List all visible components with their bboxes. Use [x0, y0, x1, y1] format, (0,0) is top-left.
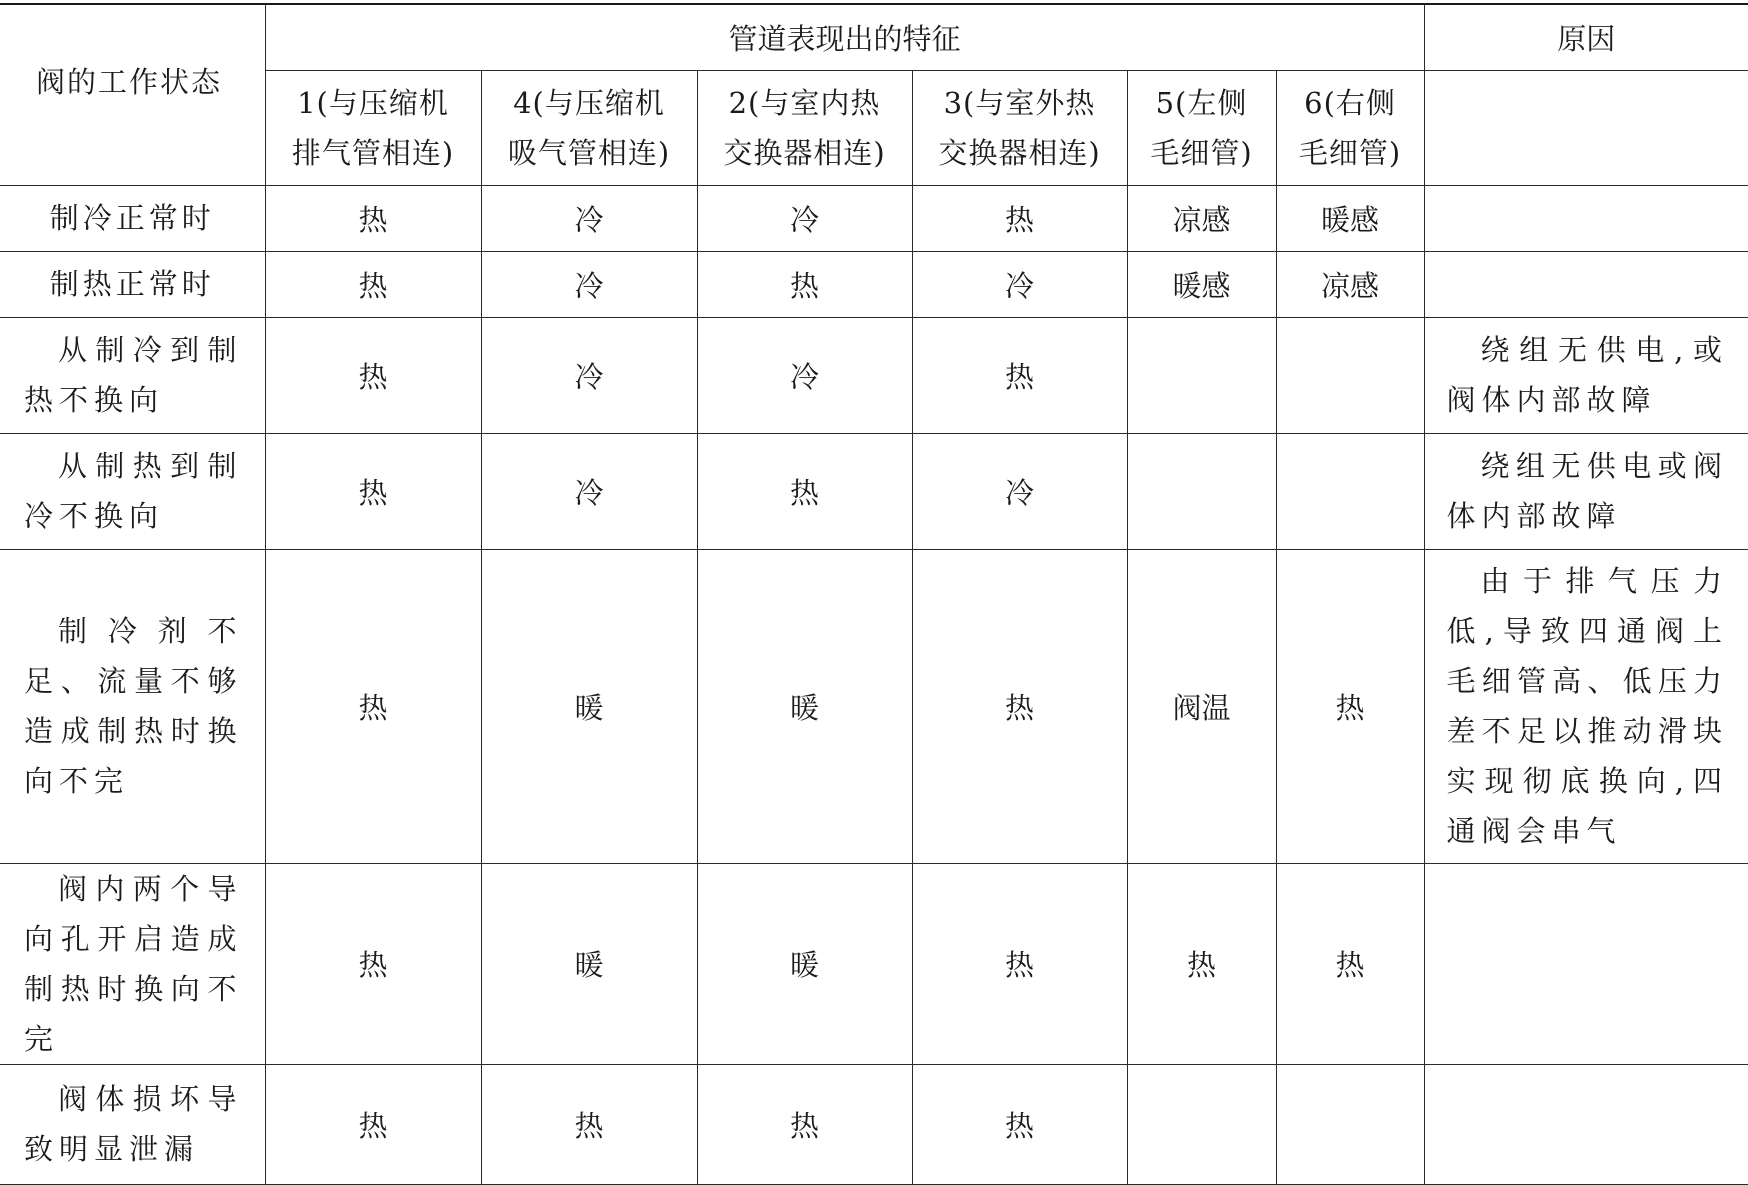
pipe-header-3-line2: 交换器相连): [938, 135, 1101, 170]
pipe-2-value: 热: [697, 1064, 912, 1184]
pipe-3-value: 冷: [912, 251, 1127, 317]
table-row: [0, 185, 1748, 251]
pipe-5-value: 凉感: [1127, 185, 1276, 251]
pipe-4-value: 暖: [481, 549, 697, 863]
pipe-3-value: 冷: [912, 433, 1127, 549]
pipe-header-5-line2: 毛细管): [1150, 135, 1253, 170]
table-row: [0, 863, 1748, 1064]
pipe-4-value: 冷: [481, 317, 697, 433]
pipe-1-value: 热: [265, 185, 481, 251]
table-row: [0, 317, 1748, 433]
pipe-header-3-line1: 3(与室外热: [943, 85, 1096, 120]
pipe-5-value: 阀温: [1127, 549, 1276, 863]
table-row: [0, 1064, 1748, 1184]
state-cell: [0, 185, 265, 251]
reason-text: 由于排气压力低,导致四通阀上毛细管高、低压力差不足以推动滑块实现彻底换向,四通阀会串气: [1446, 564, 1729, 848]
pipe-5-value: [1127, 433, 1276, 549]
pipe-5-value: 热: [1127, 863, 1276, 1064]
reason-cell: [1424, 549, 1748, 863]
pipe-header-1-line1: 1(与压缩机: [297, 85, 449, 120]
pipe-header-2: [697, 70, 912, 185]
pipe-4-value: 热: [481, 1064, 697, 1184]
pipe-header-1-line2: 排气管相连): [291, 135, 455, 170]
reason-cell: [1424, 1064, 1748, 1184]
reason-cell: [1424, 317, 1748, 433]
pipe-group-header-label: 管道表现出的特征: [728, 21, 961, 56]
pipe-1-value: 热: [265, 317, 481, 433]
pipe-header-4-line2: 吸气管相连): [507, 135, 671, 170]
pipe-3-value: 热: [912, 185, 1127, 251]
pipe-header-3: [912, 70, 1127, 185]
pipe-3-value: 热: [912, 317, 1127, 433]
pipe-2-value: 暖: [697, 863, 912, 1064]
pipe-5-value: [1127, 317, 1276, 433]
pipe-group-header: [265, 4, 1424, 70]
state-text: 制冷正常时: [49, 201, 215, 235]
pipe-5-value: 暖感: [1127, 251, 1276, 317]
state-cell: [0, 251, 265, 317]
pipe-1-value: 热: [265, 549, 481, 863]
pipe-6-value: 热: [1276, 549, 1424, 863]
pipe-header-4-line1: 4(与压缩机: [513, 85, 665, 120]
pipe-6-value: 凉感: [1276, 251, 1424, 317]
pipe-1-value: 热: [265, 863, 481, 1064]
reason-cell: [1424, 185, 1748, 251]
pipe-6-value: 热: [1276, 863, 1424, 1064]
pipe-header-2-line2: 交换器相连): [723, 135, 886, 170]
state-column-header: [0, 4, 265, 185]
state-text: 阀内两个导向孔开启造成制热时换向不完: [24, 871, 243, 1056]
state-text: 制冷剂不足、流量不够造成制热时换向不完: [24, 614, 243, 798]
pipe-header-4: [481, 70, 697, 185]
pipe-2-value: 暖: [697, 549, 912, 863]
pipe-2-value: 冷: [697, 317, 912, 433]
state-text: 制热正常时: [49, 267, 215, 301]
pipe-6-value: 暖感: [1276, 185, 1424, 251]
table-row: [0, 251, 1748, 317]
pipe-4-value: 冷: [481, 251, 697, 317]
reason-cell: [1424, 433, 1748, 549]
pipe-header-5-line1: 5(左侧: [1155, 85, 1248, 120]
state-cell: [0, 433, 265, 549]
table-row: [0, 549, 1748, 863]
pipe-1-value: 热: [265, 1064, 481, 1184]
pipe-1-value: 热: [265, 433, 481, 549]
pipe-6-value: [1276, 317, 1424, 433]
pipe-header-6-line2: 毛细管): [1298, 135, 1402, 170]
table-row: [0, 433, 1748, 549]
header-row-1: [0, 4, 1748, 70]
pipe-2-value: 热: [697, 433, 912, 549]
pipe-header-6: [1276, 70, 1424, 185]
pipe-3-value: 热: [912, 863, 1127, 1064]
reason-cell: [1424, 251, 1748, 317]
pipe-header-5: [1127, 70, 1276, 185]
state-text: 阀体损坏导致明显泄漏: [24, 1082, 243, 1166]
state-cell: [0, 549, 265, 863]
reason-cell: [1424, 863, 1748, 1064]
state-text: 从制热到制冷不换向: [24, 449, 243, 533]
state-cell: [0, 1064, 265, 1184]
valve-status-table: [0, 3, 1748, 1185]
pipe-3-value: 热: [912, 549, 1127, 863]
pipe-2-value: 冷: [697, 185, 912, 251]
reason-text: 绕组无供电,或阀体内部故障: [1446, 333, 1729, 417]
pipe-6-value: [1276, 1064, 1424, 1184]
pipe-header-1: [265, 70, 481, 185]
pipe-4-value: 暖: [481, 863, 697, 1064]
pipe-header-6-line1: 6(右侧: [1304, 85, 1396, 120]
reason-column-header-label: 原因: [1557, 21, 1616, 56]
reason-column-header: [1424, 4, 1748, 70]
pipe-4-value: 冷: [481, 433, 697, 549]
reason-header-blank: [1424, 70, 1748, 185]
pipe-2-value: 热: [697, 251, 912, 317]
state-cell: [0, 317, 265, 433]
state-text: 从制冷到制热不换向: [24, 333, 243, 417]
pipe-5-value: [1127, 1064, 1276, 1184]
reason-text: 绕组无供电或阀体内部故障: [1446, 449, 1729, 533]
pipe-6-value: [1276, 433, 1424, 549]
state-cell: [0, 863, 265, 1064]
pipe-header-2-line1: 2(与室内热: [728, 85, 881, 120]
pipe-3-value: 热: [912, 1064, 1127, 1184]
state-column-header-label: 阀的工作状态: [36, 65, 223, 100]
pipe-1-value: 热: [265, 251, 481, 317]
pipe-4-value: 冷: [481, 185, 697, 251]
